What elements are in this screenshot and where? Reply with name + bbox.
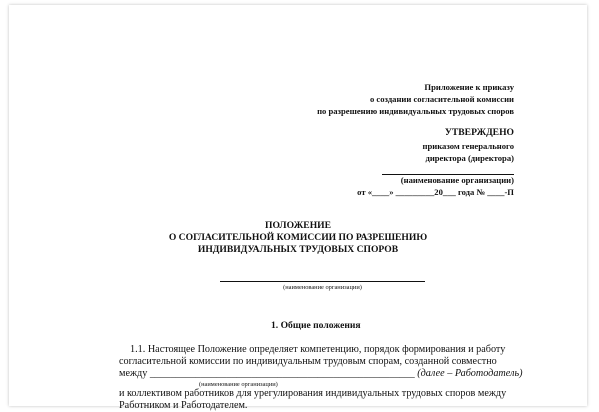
- paragraph-line-3-text: между ____________________________________________________: [119, 368, 415, 379]
- section-heading: 1. Общие положения: [271, 320, 361, 331]
- employer-note: (далее – Работодатель): [417, 368, 523, 379]
- approved-line-2: директора (директора): [425, 153, 514, 163]
- order-date-number: от «____» _________20___ года № ____-П: [357, 187, 514, 197]
- paragraph-line-3: [119, 368, 523, 380]
- paragraph-line-5: Работником и Работодателем.: [119, 400, 248, 411]
- approved-line-1: приказом генерального: [422, 141, 514, 151]
- org-name-caption: (наименование организации): [400, 175, 514, 185]
- organization-caption: (наименование организации): [283, 284, 362, 291]
- doc-title-1: ПОЛОЖЕНИЕ: [264, 220, 332, 231]
- document-page: [9, 5, 587, 411]
- paragraph-line-1: 1.1. Настоящее Положение определяет компетенцию, порядок формирования и работу: [130, 344, 506, 355]
- appendix-line-1: Приложение к приказу: [424, 82, 514, 92]
- organization-underline: [220, 281, 425, 282]
- paragraph-line-2: согласительной комиссии по индивидуальным трудовым спорам, созданной совместно: [119, 356, 497, 367]
- org-name-small-caption: (наименование организации): [199, 381, 278, 388]
- appendix-line-3: по разрешению индивидуальных трудовых споров: [317, 106, 514, 116]
- doc-title-2: О СОГЛАСИТЕЛЬНОЙ КОМИССИИ ПО РАЗРЕШЕНИЮ: [168, 232, 428, 243]
- approved-title: УТВЕРЖДЕНО: [444, 127, 514, 138]
- appendix-line-2: о создании согласительной комиссии: [369, 94, 514, 104]
- doc-title-3: ИНДИВИДУАЛЬНЫХ ТРУДОВЫХ СПОРОВ: [197, 244, 399, 255]
- paragraph-line-4: и коллективом работников для урегулирования индивидуальных трудовых споров между: [119, 388, 507, 399]
